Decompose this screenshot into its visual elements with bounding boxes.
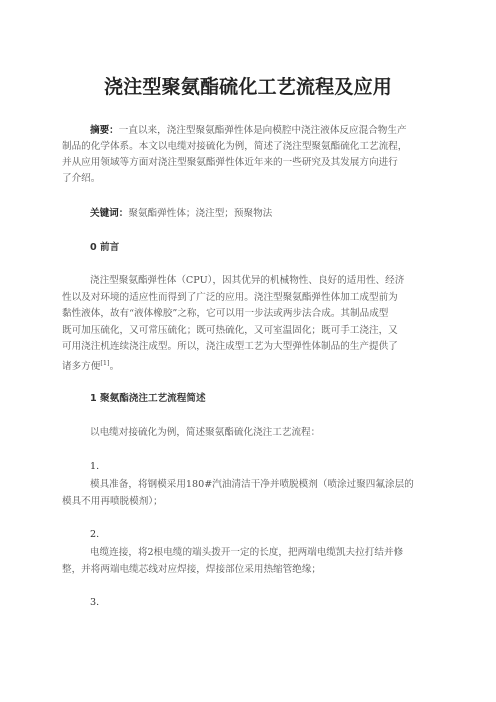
citation-1[interactable]: [1]	[100, 359, 110, 367]
abstract-line-1: 一直以来，浇注型聚氨酯弹性体是向模腔中浇注液体反应混合物生产	[118, 125, 407, 136]
document-title: 浇注型聚氨酯硫化工艺流程及应用	[103, 76, 392, 98]
keywords-label: 关键词：	[90, 208, 129, 219]
section-0-line-6	[62, 356, 119, 374]
abstract-line-2: 制品的化学体系。本文以电缆对接硫化为例，简述了浇注型聚氨酯硫化工艺流程，	[62, 141, 408, 152]
section-0-line-4: 既可加压硫化，又可常压硫化；既可热硫化，又可室温固化；既可手工浇注，又	[62, 325, 398, 336]
abstract-line-4: 了介绍。	[62, 173, 101, 184]
abstract-label: 摘要：	[90, 125, 119, 136]
section-0-last-line: 诸多方便	[62, 361, 101, 373]
keywords-text: 聚氨酯弹性体；浇注型；预聚物法	[128, 208, 273, 219]
step-2-line-2: 整，并将两端电缆芯线对应焊接，焊接部位采用热缩管绝缘；	[62, 564, 322, 575]
section-0-heading: 0 前言	[90, 242, 120, 253]
section-0-line-5: 可用浇注机连续浇注成型。所以，浇注成型工艺为大型弹性体制品的生产提供了	[62, 341, 398, 352]
step-2-number: 2.	[90, 529, 100, 540]
step-1-line-1: 模具准备，将钢模采用180#汽油清洁干净并喷脱模剂（喷涂过聚四氟涂层的	[90, 479, 414, 490]
section-0-line-2: 性以及对环境的适应性而得到了广泛的应用。浇注型聚氨酯弹性体加工成型前为	[62, 292, 398, 303]
abstract-line-3: 并从应用领域等方面对浇注型聚氨酯弹性体近年来的一些研究及其发展方向进行	[62, 157, 398, 168]
step-1-line-2: 模具不用再喷脱模剂）；	[62, 496, 163, 507]
step-3-number: 3.	[90, 597, 100, 608]
abstract-first-line	[90, 124, 407, 138]
section-0-line-1: 浇注型聚氨酯弹性体（CPU），因其优异的机械物性、良好的适用性、经济	[90, 275, 405, 286]
section-1-intro: 以电缆对接硫化为例，简述聚氨酯硫化浇注工艺流程：	[90, 427, 321, 438]
keywords-line	[90, 207, 272, 221]
step-2-line-1: 电缆连接，将2根电缆的端头拨开一定的长度，把两端电缆凯夫拉打结并修	[90, 547, 404, 558]
section-1-heading: 1 聚氨酯浇注工艺流程简述	[90, 393, 206, 404]
section-0-last-line-end: 。	[109, 361, 120, 373]
step-1-number: 1.	[90, 461, 100, 472]
section-0-line-3: 黏性液体，故有“液体橡胶”之称，它可以用一步法或两步法合成。其制品成型	[62, 308, 389, 319]
